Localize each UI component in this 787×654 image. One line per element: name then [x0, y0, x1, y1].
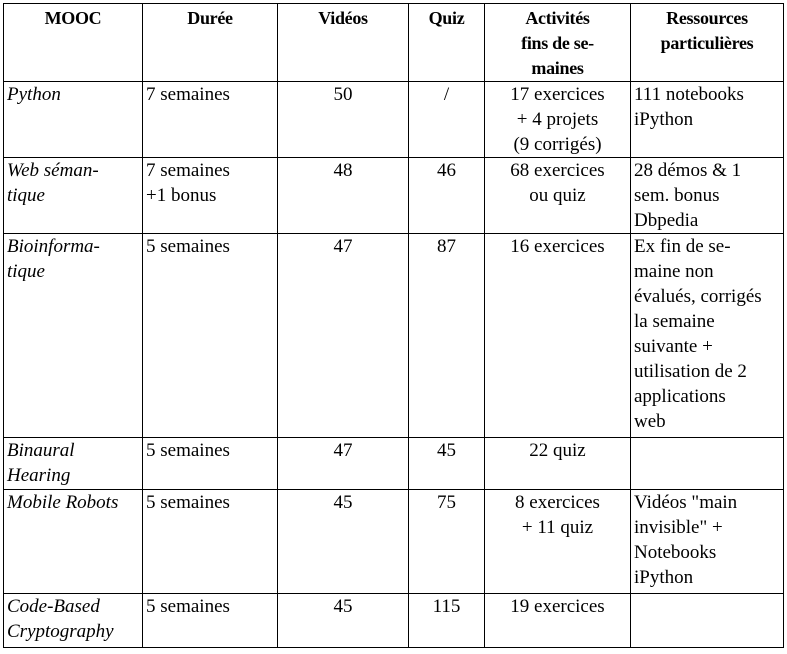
cell-duree: 7 semaines +1 bonus	[143, 158, 278, 234]
cell-quiz: 75	[409, 490, 485, 594]
header-activites: Activités fins de se- maines	[485, 4, 631, 82]
header-quiz: Quiz	[409, 4, 485, 82]
mooc-comparison-table	[3, 3, 784, 648]
cell-ressources: Vidéos "main invisible" + Notebooks iPython	[631, 490, 784, 594]
cell-quiz: 45	[409, 438, 485, 490]
cell-activites: 17 exercices + 4 projets (9 corrigés)	[485, 82, 631, 158]
table-row	[4, 594, 784, 648]
table-row	[4, 158, 784, 234]
header-ressources: Ressources particulières	[631, 4, 784, 82]
cell-duree: 5 semaines	[143, 594, 278, 648]
cell-ressources: 111 notebooks iPython	[631, 82, 784, 158]
cell-videos: 47	[278, 234, 409, 438]
cell-activites: 16 exercices	[485, 234, 631, 438]
cell-videos: 50	[278, 82, 409, 158]
cell-ressources	[631, 438, 784, 490]
cell-mooc: Web séman- tique	[4, 158, 143, 234]
cell-videos: 48	[278, 158, 409, 234]
cell-mooc: Binaural Hearing	[4, 438, 143, 490]
cell-activites: 19 exercices	[485, 594, 631, 648]
header-mooc: MOOC	[4, 4, 143, 82]
cell-videos: 47	[278, 438, 409, 490]
table-row	[4, 234, 784, 438]
cell-quiz: /	[409, 82, 485, 158]
cell-duree: 5 semaines	[143, 234, 278, 438]
cell-quiz: 115	[409, 594, 485, 648]
cell-mooc: Code-Based Cryptography	[4, 594, 143, 648]
cell-videos: 45	[278, 490, 409, 594]
header-row	[4, 4, 784, 82]
cell-quiz: 87	[409, 234, 485, 438]
cell-quiz: 46	[409, 158, 485, 234]
cell-activites: 22 quiz	[485, 438, 631, 490]
cell-ressources: 28 démos & 1 sem. bonus Dbpedia	[631, 158, 784, 234]
cell-activites: 8 exercices + 11 quiz	[485, 490, 631, 594]
table-row	[4, 490, 784, 594]
table-row	[4, 438, 784, 490]
cell-mooc: Bioinforma- tique	[4, 234, 143, 438]
cell-mooc: Mobile Robots	[4, 490, 143, 594]
cell-duree: 5 semaines	[143, 438, 278, 490]
cell-duree: 7 semaines	[143, 82, 278, 158]
cell-videos: 45	[278, 594, 409, 648]
table-row	[4, 82, 784, 158]
cell-activites: 68 exercices ou quiz	[485, 158, 631, 234]
header-duree: Durée	[143, 4, 278, 82]
cell-mooc: Python	[4, 82, 143, 158]
header-videos: Vidéos	[278, 4, 409, 82]
cell-ressources	[631, 594, 784, 648]
cell-duree: 5 semaines	[143, 490, 278, 594]
cell-ressources: Ex fin de se- maine non évalués, corrigés la semaine suivante + utilisation de 2 applications web	[631, 234, 784, 438]
